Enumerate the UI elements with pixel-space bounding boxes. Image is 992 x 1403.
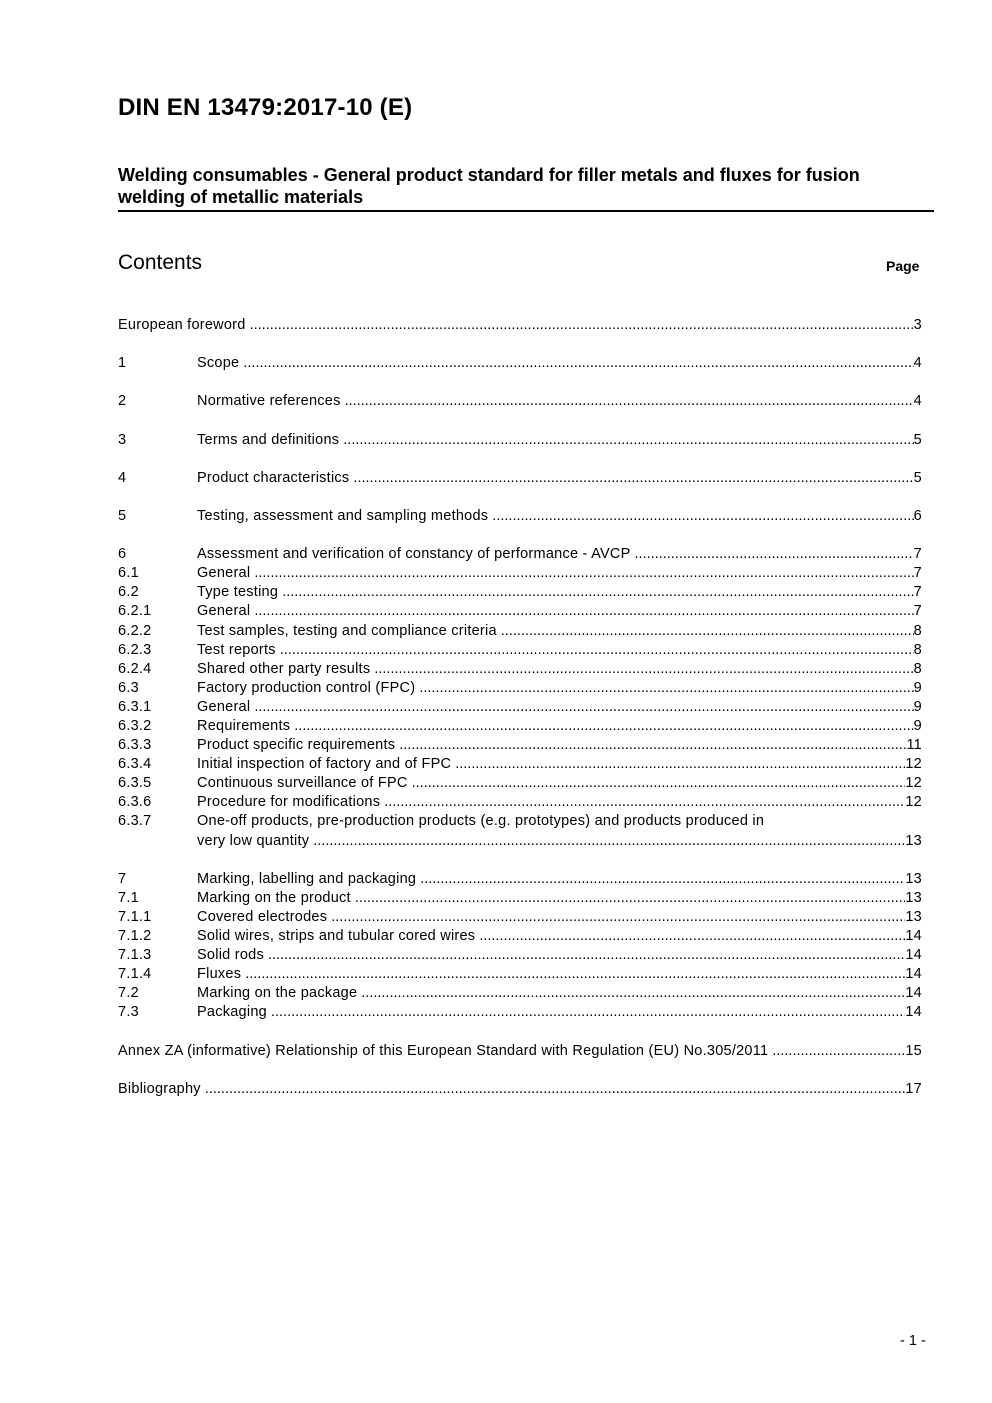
toc-entry-2[interactable] — [118, 392, 922, 411]
toc-entry-page: 4 — [913, 393, 922, 410]
toc-entry-4[interactable] — [118, 469, 922, 488]
toc-entry-page: 8 — [913, 622, 922, 639]
title-divider — [118, 210, 934, 212]
toc-entry-page: 15 — [905, 1042, 922, 1059]
toc-entry-title: Fluxes — [197, 966, 242, 983]
toc-entry-number: 6.3.1 — [118, 698, 152, 715]
toc-entry-page: 14 — [905, 1004, 922, 1021]
toc-entry-page: 17 — [905, 1080, 922, 1097]
toc-entry-7-1-2[interactable] — [118, 927, 922, 946]
toc-entry-page: 6 — [913, 507, 922, 524]
toc-entry-title: General — [197, 565, 251, 582]
toc-entry-6-3-6[interactable] — [118, 793, 922, 812]
toc-entry-title: Scope — [197, 355, 240, 372]
toc-entry-title-line1: One-off products, pre-production products (e.g. prototypes) and products produced in — [197, 813, 765, 830]
toc-entry-title: Solid rods — [197, 947, 264, 964]
toc-entry-annex-za[interactable] — [118, 1042, 922, 1061]
toc-entry-number: 7 — [118, 870, 127, 887]
toc-entry-6-1[interactable] — [118, 564, 922, 583]
toc-entry-title: General — [197, 698, 251, 715]
toc-entry-page: 7 — [913, 584, 922, 601]
toc-entry-number: 6.3.3 — [118, 737, 152, 754]
toc-entry-page: 14 — [905, 928, 922, 944]
toc-leader-dots — [282, 583, 913, 602]
toc-entry-page: 3 — [913, 317, 922, 333]
toc-entry-number: 6.2.2 — [118, 622, 152, 639]
toc-entry-number: 5 — [118, 507, 127, 524]
toc-entry-number: 7.2 — [118, 985, 139, 1002]
toc-leader-dots — [501, 622, 914, 641]
toc-entry-number: 7.1.4 — [118, 966, 152, 983]
toc-entry-6[interactable] — [118, 545, 922, 564]
toc-entry-page: 4 — [913, 355, 922, 372]
toc-entry-number: 7.1 — [118, 889, 139, 906]
toc-entry-6-2[interactable] — [118, 583, 922, 602]
toc-entry-page: 12 — [905, 794, 922, 811]
toc-entry-number: 6.2.1 — [118, 603, 152, 620]
toc-entry-title: Marking on the package — [197, 985, 358, 1002]
toc-entry-number: 6.3.5 — [118, 775, 152, 792]
toc-leader-dots — [412, 774, 906, 793]
contents-heading: Contents — [118, 251, 203, 274]
toc-entry-page: 7 — [913, 565, 922, 582]
toc-entry-number: 6.3.6 — [118, 794, 152, 811]
toc-entry-number: 6.3 — [118, 679, 139, 696]
document-title: Welding consumables - General product standard for filler metals and fluxes for fusion welding of metallic materials — [118, 165, 860, 207]
toc-entry-page: 14 — [905, 966, 922, 983]
toc-entry-title: Initial inspection of factory and of FPC — [197, 756, 452, 773]
toc-entry-number: 6.1 — [118, 565, 139, 582]
toc-leader-dots — [331, 908, 905, 927]
toc-entry-title: Factory production control (FPC) — [197, 679, 416, 696]
toc-leader-dots — [254, 602, 913, 621]
toc-leader-dots — [455, 755, 905, 774]
toc-entry-page: 9 — [913, 717, 922, 734]
toc-entry-title: Solid wires, strips and tubular cored wires — [197, 928, 476, 944]
toc-entry-number: 4 — [118, 469, 127, 486]
toc-entry-title: General — [197, 603, 251, 620]
toc-leader-dots — [353, 469, 913, 488]
toc-entry-number: 6.3.2 — [118, 717, 152, 734]
toc-entry-3[interactable] — [118, 431, 922, 450]
toc-leader-dots — [205, 1080, 906, 1099]
toc-entry-number: 6.2 — [118, 584, 139, 601]
toc-entry-7-2[interactable] — [118, 984, 922, 1003]
toc-entry-page: 5 — [913, 469, 922, 486]
toc-entry-title: Packaging — [197, 1004, 267, 1021]
toc-entry-7-1-4[interactable] — [118, 965, 922, 984]
toc-leader-dots — [254, 564, 913, 583]
toc-entry-title: Product specific requirements — [197, 737, 396, 754]
toc-entry-title: Testing, assessment and sampling methods — [197, 507, 489, 524]
toc-entry-page: 13 — [905, 908, 922, 925]
toc-leader-dots — [384, 793, 905, 812]
toc-entry-number: 2 — [118, 393, 127, 410]
toc-entry-european-foreword[interactable] — [118, 316, 922, 335]
toc-entry-title: Test reports — [197, 641, 276, 658]
toc-entry-page: 7 — [913, 603, 922, 620]
toc-entry-title: Test samples, testing and compliance criteria — [197, 622, 497, 639]
toc-leader-dots — [254, 698, 913, 717]
toc-entry-page: 12 — [905, 756, 922, 773]
table-of-contents — [118, 316, 922, 1099]
toc-entry-page: 14 — [905, 985, 922, 1002]
toc-leader-dots — [399, 736, 906, 755]
toc-entry-title: Shared other party results — [197, 660, 371, 677]
toc-entry-title: Bibliography — [118, 1080, 201, 1097]
toc-entry-page: 13 — [905, 870, 922, 887]
toc-leader-dots — [420, 870, 905, 889]
toc-entry-7[interactable] — [118, 870, 922, 889]
page-column-label: Page — [886, 258, 920, 274]
toc-leader-dots — [355, 889, 906, 908]
toc-entry-6-3-4[interactable] — [118, 755, 922, 774]
toc-entry-number: 6.3.4 — [118, 756, 152, 773]
toc-entry-title: Procedure for modifications — [197, 794, 381, 811]
toc-leader-dots — [479, 927, 905, 946]
toc-entry-1[interactable] — [118, 354, 922, 373]
toc-leader-dots — [245, 965, 905, 984]
toc-entry-6-3-3[interactable] — [118, 736, 922, 755]
toc-entry-title: Continuous surveillance of FPC — [197, 775, 408, 792]
toc-leader-dots — [419, 679, 913, 698]
toc-entry-title: Terms and definitions — [197, 431, 340, 448]
toc-entry-6-3-7[interactable] — [118, 812, 922, 850]
toc-entry-6-3-1[interactable] — [118, 698, 922, 717]
toc-entry-number: 6.2.3 — [118, 641, 152, 658]
toc-entry-number: 6.3.7 — [118, 813, 152, 830]
toc-entry-title: Type testing — [197, 584, 279, 601]
toc-leader-dots — [374, 660, 913, 679]
toc-leader-dots — [343, 431, 913, 450]
toc-entry-number: 6 — [118, 546, 127, 563]
toc-entry-6-3[interactable] — [118, 679, 922, 698]
toc-entry-title-line2: very low quantity — [197, 832, 310, 849]
toc-entry-page: 8 — [913, 641, 922, 658]
toc-leader-dots — [772, 1042, 905, 1061]
toc-entry-number: 1 — [118, 355, 127, 372]
toc-leader-dots — [313, 832, 905, 851]
toc-entry-title: Marking, labelling and packaging — [197, 870, 417, 887]
footer-page-number: - 1 - — [900, 1333, 926, 1349]
toc-leader-dots — [268, 946, 905, 965]
toc-leader-dots — [361, 984, 905, 1003]
toc-entry-title: Assessment and verification of constancy of performance - AVCP — [197, 546, 631, 563]
toc-entry-title: Annex ZA (informative) Relationship of this European Standard with Regulation (EU) No.305/2011 — [118, 1042, 769, 1059]
toc-leader-dots — [243, 354, 913, 373]
toc-entry-page: 7 — [913, 546, 922, 563]
toc-entry-6-2-4[interactable] — [118, 660, 922, 679]
toc-entry-page: 13 — [905, 832, 922, 849]
toc-leader-dots — [250, 316, 914, 335]
toc-leader-dots — [294, 717, 913, 736]
toc-entry-title: Product characteristics — [197, 469, 350, 486]
toc-entry-number: 7.1.3 — [118, 947, 152, 964]
toc-entry-bibliography[interactable] — [118, 1080, 922, 1099]
toc-entry-number: 7.1.1 — [118, 908, 152, 925]
toc-entry-number: 6.2.4 — [118, 660, 152, 677]
toc-entry-6-2-2[interactable] — [118, 622, 922, 641]
document-id: DIN EN 13479:2017-10 (E) — [118, 94, 413, 121]
toc-leader-dots — [492, 507, 913, 526]
toc-entry-6-2-1[interactable] — [118, 602, 922, 621]
toc-entry-page: 14 — [905, 947, 922, 964]
toc-entry-title: Requirements — [197, 717, 291, 734]
toc-entry-page: 8 — [913, 660, 922, 677]
toc-entry-6-3-5[interactable] — [118, 774, 922, 793]
toc-entry-page: 11 — [906, 737, 922, 754]
toc-entry-7-1[interactable] — [118, 889, 922, 908]
toc-entry-page: 13 — [905, 889, 922, 906]
toc-entry-6-3-2[interactable] — [118, 717, 922, 736]
toc-entry-title: Normative references — [197, 393, 341, 410]
toc-entry-number: 7.1.2 — [118, 928, 152, 944]
toc-entry-title: Covered electrodes — [197, 908, 328, 925]
toc-entry-page: 9 — [913, 698, 922, 715]
toc-entry-title: European foreword — [118, 317, 246, 333]
toc-entry-7-3[interactable] — [118, 1003, 922, 1022]
toc-entry-number: 7.3 — [118, 1004, 139, 1021]
toc-leader-dots — [280, 641, 914, 660]
toc-leader-dots — [345, 392, 914, 411]
toc-leader-dots — [635, 545, 914, 564]
toc-entry-5[interactable] — [118, 507, 922, 526]
toc-entry-6-2-3[interactable] — [118, 641, 922, 660]
toc-entry-7-1-3[interactable] — [118, 946, 922, 965]
toc-entry-page: 5 — [913, 431, 922, 448]
toc-entry-number: 3 — [118, 431, 127, 448]
toc-leader-dots — [271, 1003, 905, 1022]
toc-entry-title: Marking on the product — [197, 889, 351, 906]
toc-entry-page: 9 — [913, 679, 922, 696]
toc-entry-page: 12 — [905, 775, 922, 792]
toc-entry-7-1-1[interactable] — [118, 908, 922, 927]
